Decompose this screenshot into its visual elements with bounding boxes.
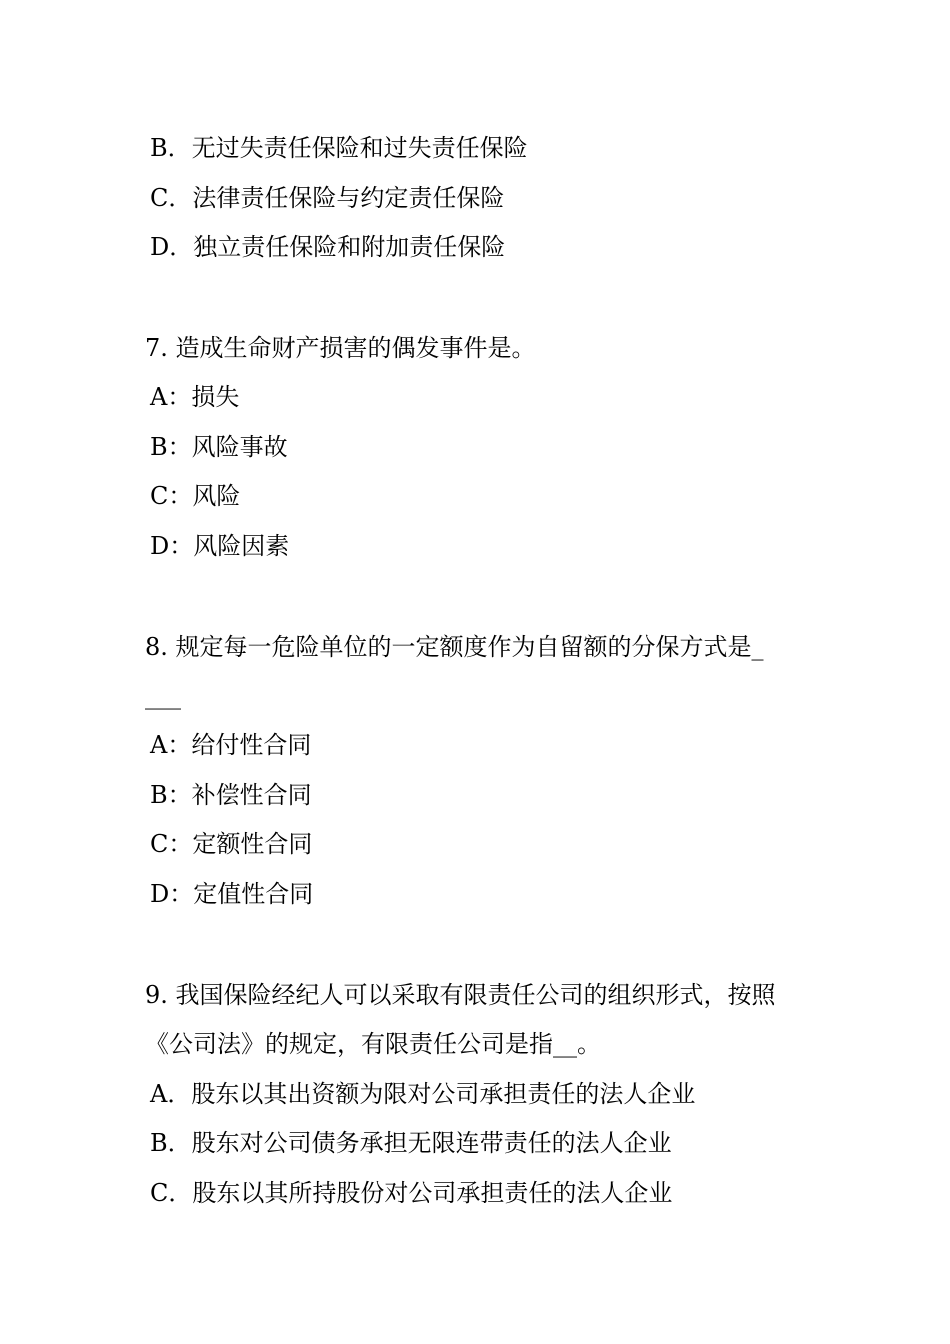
q9-question-continuation: 《公司法》的规定，有限责任公司是指__。 [145,1030,601,1058]
q8-option-a: A：给付性合同 [150,731,312,759]
q7-question: 7. 造成生命财产损害的偶发事件是。 [145,334,536,362]
q9-option-b: B．股东对公司债务承担无限连带责任的法人企业 [150,1129,672,1157]
q9-option-c: C．股东以其所持股份对公司承担责任的法人企业 [150,1179,673,1207]
q8-option-c: C：定额性合同 [150,830,313,858]
q9-question: 9. 我国保险经纪人可以采取有限责任公司的组织形式，按照 [145,981,776,1009]
q8-option-d: D：定值性合同 [150,880,314,908]
q8-question-continuation: ___ [145,682,181,710]
q7-option-a: A：损失 [150,383,240,411]
q8-question: 8. 规定每一危险单位的一定额度作为自留额的分保方式是_ [145,633,764,661]
q7-option-d: D：风险因素 [150,532,290,560]
q7-option-b: B：风险事故 [150,433,288,461]
q6-option-d: D．独立责任保险和附加责任保险 [150,233,506,261]
q6-option-c: C．法律责任保险与约定责任保险 [150,184,505,212]
q8-option-b: B：补偿性合同 [150,781,312,809]
q7-option-c: C：风险 [150,482,241,510]
q9-option-a: A．股东以其出资额为限对公司承担责任的法人企业 [150,1080,696,1108]
q6-option-b: B．无过失责任保险和过失责任保险 [150,134,528,162]
